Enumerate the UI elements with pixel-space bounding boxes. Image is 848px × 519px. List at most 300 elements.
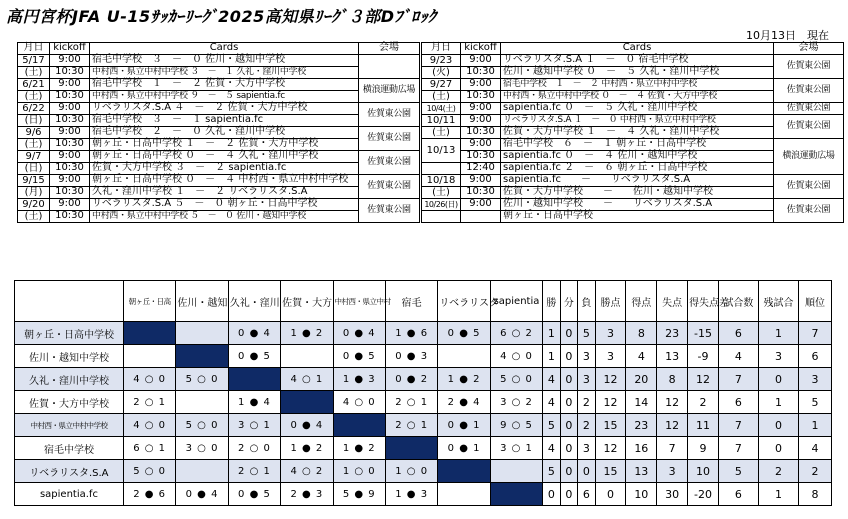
stat-rank: 1 — [799, 414, 832, 437]
self-match-cell — [385, 437, 437, 460]
match-result — [176, 322, 228, 345]
stat-pts: 15 — [595, 414, 626, 437]
header-cards: Cards — [501, 43, 774, 55]
team-name: 朝ヶ丘・日高中学校 — [15, 322, 124, 345]
match-result: 2 ● 3 — [281, 483, 333, 506]
stat-d: 0 — [560, 437, 577, 460]
stat-gp: 6 — [718, 483, 758, 506]
stat-ga: 12 — [657, 391, 688, 414]
stat-gf: 8 — [626, 322, 657, 345]
standings-row — [15, 345, 832, 368]
stat-pts: 3 — [595, 322, 626, 345]
standings-row — [15, 483, 832, 506]
stat-gf: 10 — [626, 483, 657, 506]
match-result — [438, 483, 490, 506]
stat-w: 5 — [543, 460, 560, 483]
stat-rank: 3 — [799, 368, 832, 391]
column-header: 朝ヶ丘・日高 — [123, 281, 175, 322]
match-result: 1 ● 2 — [333, 437, 385, 460]
self-match-cell — [490, 483, 542, 506]
match-card: sapientia.fc ２ － ６ 朝ヶ丘・日高中学校 — [501, 162, 774, 174]
header-cards: Cards — [90, 43, 359, 55]
kickoff-time: 10:30 — [50, 186, 90, 198]
stat-gp: 6 — [718, 391, 758, 414]
match-result: 1 ● 6 — [385, 322, 437, 345]
match-date: 10/11 — [421, 114, 461, 126]
venue: 佐賀東公園 — [774, 174, 844, 198]
stat-gf: 13 — [626, 460, 657, 483]
standings-row — [15, 368, 832, 391]
venue: 佐賀東公園 — [359, 198, 421, 222]
match-result: 1 ○ 0 — [333, 460, 385, 483]
column-header: 失点 — [657, 281, 688, 322]
column-header: 勝点 — [595, 281, 626, 322]
schedule-row — [18, 90, 844, 102]
stat-w: 1 — [543, 345, 560, 368]
match-date: 9/20 — [18, 198, 50, 210]
schedule-row — [18, 174, 844, 186]
match-date: (土) — [421, 126, 461, 138]
match-date: 10/18 — [421, 174, 461, 186]
schedule-row — [18, 102, 844, 114]
match-result: 1 ● 2 — [281, 322, 333, 345]
stat-ga: 3 — [657, 460, 688, 483]
match-result: 4 ○ 1 — [281, 368, 333, 391]
column-header: 久礼・窪川 — [228, 281, 280, 322]
stat-rank: 2 — [799, 460, 832, 483]
standings-row — [15, 460, 832, 483]
schedule-row — [18, 78, 844, 90]
stat-pts: 15 — [595, 460, 626, 483]
stat-ga: 23 — [657, 322, 688, 345]
stat-ga: 13 — [657, 345, 688, 368]
match-card: 中村西・県立中村中学校 ０ － ４ 佐賀・大方中学校 — [501, 90, 774, 102]
stat-d: 0 — [560, 368, 577, 391]
stat-rank: 6 — [799, 345, 832, 368]
match-result: 6 ○ 1 — [123, 437, 175, 460]
stat-pts: 12 — [595, 368, 626, 391]
match-date: 9/27 — [421, 78, 461, 90]
schedule-row — [18, 114, 844, 126]
match-result: 3 ○ 2 — [490, 391, 542, 414]
stat-gd: 9 — [688, 437, 719, 460]
kickoff-time: 9:00 — [461, 198, 501, 210]
stat-gd: 2 — [688, 391, 719, 414]
stat-w: 0 — [543, 483, 560, 506]
stat-w: 1 — [543, 322, 560, 345]
column-header: 残試合 — [758, 281, 798, 322]
match-card: 朝ヶ丘・日高中学校 ０ － ４ 中村西・県立中村中学校 — [90, 174, 359, 186]
match-card: 佐川・越知中学校 － リベラリスタ.S.A — [501, 198, 774, 210]
kickoff-time: 9:00 — [461, 138, 501, 150]
column-header: 得点 — [626, 281, 657, 322]
match-date: 9/15 — [18, 174, 50, 186]
team-name: sapientia.fc — [15, 483, 124, 506]
match-date: 10/4(土) — [421, 102, 461, 114]
standings-table — [14, 280, 832, 506]
match-card: sapientia.fc － リベラリスタ.S.A — [501, 174, 774, 186]
kickoff-time: 9:00 — [461, 114, 501, 126]
standings-row — [15, 414, 832, 437]
kickoff-time: 9:00 — [461, 102, 501, 114]
stat-ga: 8 — [657, 368, 688, 391]
stat-rem: 0 — [758, 414, 798, 437]
schedule-header-row — [18, 43, 844, 55]
stat-rank: 5 — [799, 391, 832, 414]
header-date: 月日 — [18, 43, 50, 55]
kickoff-time: 9:00 — [50, 198, 90, 210]
match-date: (日) — [18, 114, 50, 126]
stat-d: 0 — [560, 345, 577, 368]
match-result — [281, 345, 333, 368]
match-card: 宿毛中学校 １ － ２ 中村西・県立中村中学校 — [501, 78, 774, 90]
match-result — [176, 460, 228, 483]
venue: 佐賀東公園 — [774, 102, 844, 114]
column-header: 勝 — [543, 281, 560, 322]
match-result: 0 ● 4 — [228, 322, 280, 345]
match-result: 5 ○ 0 — [490, 368, 542, 391]
match-result: 1 ● 2 — [281, 437, 333, 460]
match-card: 佐賀・大方中学校 ３ － ２ sapientia.fc — [90, 162, 359, 174]
stat-rem: 3 — [758, 345, 798, 368]
match-card: 宿毛中学校 １ － ２ 佐賀・大方中学校 — [90, 78, 359, 90]
match-date: (火) — [421, 66, 461, 78]
column-header: 得失点差 — [688, 281, 719, 322]
stat-gd: -15 — [688, 322, 719, 345]
stat-gf: 4 — [626, 345, 657, 368]
venue: 佐賀東公園 — [774, 114, 844, 138]
match-card: リベラリスタ.S.A ４ － ２ 佐賀・大方中学校 — [90, 102, 359, 114]
stat-pts: 12 — [595, 391, 626, 414]
schedule-row — [18, 66, 844, 78]
stat-gd: 11 — [688, 414, 719, 437]
match-result: 2 ● 4 — [438, 391, 490, 414]
column-header: 宿毛 — [385, 281, 437, 322]
match-card: リベラリスタ.S.A １ － ０ 中村西・県立中村中学校 — [501, 114, 774, 126]
column-header: リベラリスタ — [438, 281, 490, 322]
team-name: 中村西・県立中村中学校 — [15, 414, 124, 437]
match-date: (日) — [18, 162, 50, 174]
match-result: 0 ● 5 — [438, 322, 490, 345]
page-title: 高円宮杯JFA U-15ｻｯｶｰﾘｰｸﾞ2025高知県ﾘｰｸﾞ３部Dﾌﾞﾛｯｸ — [6, 7, 437, 26]
match-result: 1 ● 4 — [228, 391, 280, 414]
stat-l: 2 — [578, 391, 595, 414]
stat-gf: 20 — [626, 368, 657, 391]
match-card: sapientia.fc ０ － ４ 佐川・越知中学校 — [501, 150, 774, 162]
match-result: 5 ○ 0 — [123, 460, 175, 483]
match-result — [490, 460, 542, 483]
match-card: 朝ヶ丘・日高中学校 — [501, 210, 774, 222]
stat-rank: 7 — [799, 322, 832, 345]
match-result: 2 ○ 0 — [228, 437, 280, 460]
match-result: 0 ● 2 — [385, 368, 437, 391]
kickoff-time: 10:30 — [50, 90, 90, 102]
stat-gp: 7 — [718, 368, 758, 391]
match-result: 4 ○ 0 — [123, 414, 175, 437]
match-result: 2 ○ 1 — [123, 391, 175, 414]
stat-gp: 6 — [718, 322, 758, 345]
self-match-cell — [123, 322, 175, 345]
match-result: 6 ○ 2 — [490, 322, 542, 345]
match-result: 1 ● 2 — [438, 368, 490, 391]
match-result: 2 ● 6 — [123, 483, 175, 506]
match-date: 10/13 — [421, 138, 461, 162]
kickoff-time: 9:00 — [50, 174, 90, 186]
kickoff-time: 10:30 — [461, 126, 501, 138]
standings-header-row — [15, 281, 832, 322]
match-result: 0 ● 5 — [228, 483, 280, 506]
venue — [359, 54, 421, 78]
column-header: sapientia — [490, 281, 542, 322]
match-card: 朝ヶ丘・日高中学校 １ － ２ 佐賀・大方中学校 — [90, 138, 359, 150]
kickoff-time: 10:30 — [461, 186, 501, 198]
match-card: 中村西・県立中村中学校 ９ － ５ sapientia.fc — [90, 90, 359, 102]
header-venue: 会場 — [774, 43, 844, 55]
venue: 佐賀東公園 — [774, 198, 844, 222]
kickoff-time — [461, 210, 501, 222]
stat-rem: 0 — [758, 368, 798, 391]
header-date: 月日 — [421, 43, 461, 55]
schedule-row — [18, 54, 844, 66]
match-card: 宿毛中学校 ３ － １ sapientia.fc — [90, 114, 359, 126]
kickoff-time: 10:30 — [461, 66, 501, 78]
stat-l: 3 — [578, 437, 595, 460]
match-result: 3 ○ 1 — [490, 437, 542, 460]
match-date: (土) — [421, 90, 461, 102]
stat-rem: 1 — [758, 391, 798, 414]
match-result — [123, 345, 175, 368]
as-of-date: 10月13日 現在 — [746, 29, 829, 42]
kickoff-time: 10:30 — [50, 138, 90, 150]
match-result: 5 ○ 0 — [176, 368, 228, 391]
match-card: 久礼・窪川中学校 １ － ２ リベラリスタ.S.A — [90, 186, 359, 198]
column-header: 佐川・越知 — [176, 281, 228, 322]
match-date: 6/22 — [18, 102, 50, 114]
match-date: 5/17 — [18, 54, 50, 66]
self-match-cell — [438, 460, 490, 483]
match-result: 0 ● 5 — [333, 345, 385, 368]
stat-rem: 1 — [758, 322, 798, 345]
schedule-row — [18, 126, 844, 138]
stat-gd: -9 — [688, 345, 719, 368]
stat-gd: -20 — [688, 483, 719, 506]
stat-gf: 23 — [626, 414, 657, 437]
match-result: 0 ● 1 — [438, 437, 490, 460]
match-result: 9 ○ 5 — [490, 414, 542, 437]
stat-ga: 12 — [657, 414, 688, 437]
team-name: 佐賀・大方中学校 — [15, 391, 124, 414]
match-result: 1 ● 3 — [333, 368, 385, 391]
header-kickoff: kickoff — [50, 43, 90, 55]
kickoff-time: 9:00 — [50, 78, 90, 90]
stat-d: 0 — [560, 483, 577, 506]
match-result: 2 ○ 1 — [385, 414, 437, 437]
match-result: 4 ○ 0 — [333, 391, 385, 414]
team-name: リベラリスタ.S.A — [15, 460, 124, 483]
schedule-row — [18, 210, 844, 222]
stat-l: 6 — [578, 483, 595, 506]
match-result: 3 ○ 0 — [176, 437, 228, 460]
kickoff-time: 12:40 — [461, 162, 501, 174]
kickoff-time: 9:00 — [50, 102, 90, 114]
stat-pts: 3 — [595, 345, 626, 368]
kickoff-time: 10:30 — [461, 90, 501, 102]
schedule-row — [18, 186, 844, 198]
match-date: (月) — [18, 186, 50, 198]
stat-l: 2 — [578, 414, 595, 437]
stat-gp: 4 — [718, 345, 758, 368]
match-result — [176, 391, 228, 414]
match-date: (土) — [18, 210, 50, 222]
stat-gd: 12 — [688, 368, 719, 391]
match-date: 9/7 — [18, 150, 50, 162]
kickoff-time: 9:00 — [461, 78, 501, 90]
kickoff-time: 9:00 — [461, 54, 501, 66]
match-card: 宿毛中学校 ３ － ０ 佐川・越知中学校 — [90, 54, 359, 66]
stat-pts: 0 — [595, 483, 626, 506]
stat-d: 0 — [560, 460, 577, 483]
kickoff-time: 9:00 — [50, 54, 90, 66]
match-date: 10/26(日) — [421, 198, 461, 210]
stat-l: 0 — [578, 460, 595, 483]
stat-w: 4 — [543, 391, 560, 414]
match-card: 佐賀・大方中学校 １ － ４ 久礼・窪川中学校 — [501, 126, 774, 138]
stat-ga: 7 — [657, 437, 688, 460]
venue: 佐賀東公園 — [774, 78, 844, 102]
match-result — [438, 345, 490, 368]
match-card: 佐川・越知中学校 ０ － ５ 久礼・窪川中学校 — [501, 66, 774, 78]
stat-gf: 16 — [626, 437, 657, 460]
kickoff-time: 10:30 — [50, 162, 90, 174]
match-result: 0 ● 5 — [228, 345, 280, 368]
column-header: 中村西・県立中村 — [333, 281, 385, 322]
venue: 佐賀東公園 — [359, 174, 421, 198]
stat-d: 0 — [560, 414, 577, 437]
match-date — [421, 210, 461, 222]
match-card: 中村西・県立中村中学校 ３ － １ 久礼・窪川中学校 — [90, 66, 359, 78]
stat-l: 3 — [578, 345, 595, 368]
match-card: リベラリスタ.S.A １ － ０ 宿毛中学校 — [501, 54, 774, 66]
match-result: 4 ○ 0 — [123, 368, 175, 391]
match-result: 0 ● 3 — [385, 345, 437, 368]
kickoff-time: 10:30 — [50, 210, 90, 222]
corner-cell — [15, 281, 124, 322]
venue: 佐賀東公園 — [359, 102, 421, 126]
match-result: 4 ○ 2 — [281, 460, 333, 483]
stat-gp: 7 — [718, 437, 758, 460]
self-match-cell — [281, 391, 333, 414]
match-result: 5 ● 9 — [333, 483, 385, 506]
stat-rem: 0 — [758, 437, 798, 460]
match-card: 佐賀・大方中学校 － 佐川・越知中学校 — [501, 186, 774, 198]
stat-rem: 1 — [758, 483, 798, 506]
column-header: 分 — [560, 281, 577, 322]
match-date: (土) — [421, 186, 461, 198]
team-name: 宿毛中学校 — [15, 437, 124, 460]
kickoff-time: 10:30 — [50, 114, 90, 126]
match-result: 3 ○ 1 — [228, 414, 280, 437]
column-header: 負 — [578, 281, 595, 322]
stat-gp: 7 — [718, 414, 758, 437]
standings-row — [15, 322, 832, 345]
match-result: 0 ● 4 — [333, 322, 385, 345]
match-date — [421, 162, 461, 174]
venue: 横浪運動広場 — [359, 78, 421, 102]
schedule-table — [17, 42, 844, 223]
stat-gf: 14 — [626, 391, 657, 414]
stat-rem: 2 — [758, 460, 798, 483]
kickoff-time: 10:30 — [461, 150, 501, 162]
team-name: 佐川・越知中学校 — [15, 345, 124, 368]
match-date: (土) — [18, 66, 50, 78]
kickoff-time: 9:00 — [50, 150, 90, 162]
match-card: sapientia.fc ０ － ５ 久礼・窪川中学校 — [501, 102, 774, 114]
match-date: 9/6 — [18, 126, 50, 138]
stat-l: 3 — [578, 368, 595, 391]
match-result: 0 ● 4 — [176, 483, 228, 506]
standings-row — [15, 437, 832, 460]
match-result: 2 ○ 1 — [228, 460, 280, 483]
header-venue: 会場 — [359, 43, 421, 55]
stat-d: 0 — [560, 391, 577, 414]
self-match-cell — [176, 345, 228, 368]
stat-ga: 30 — [657, 483, 688, 506]
schedule-row — [18, 162, 844, 174]
stat-d: 0 — [560, 322, 577, 345]
column-header: 佐賀・大方 — [281, 281, 333, 322]
self-match-cell — [333, 414, 385, 437]
match-result: 2 ○ 1 — [385, 391, 437, 414]
schedule-row — [18, 138, 844, 150]
column-header: 試合数 — [718, 281, 758, 322]
match-card: 宿毛中学校 ６ － １ 朝ヶ丘・日高中学校 — [501, 138, 774, 150]
match-date: (土) — [18, 90, 50, 102]
match-result: 4 ○ 0 — [490, 345, 542, 368]
match-result: 0 ● 4 — [281, 414, 333, 437]
team-name: 久礼・窪川中学校 — [15, 368, 124, 391]
match-date: (土) — [18, 138, 50, 150]
stat-rank: 4 — [799, 437, 832, 460]
match-card: 宿毛中学校 ２ － ０ 久礼・窪川中学校 — [90, 126, 359, 138]
self-match-cell — [228, 368, 280, 391]
venue: 佐賀東公園 — [359, 150, 421, 174]
stat-w: 4 — [543, 437, 560, 460]
match-date: 6/21 — [18, 78, 50, 90]
match-result: 0 ● 1 — [438, 414, 490, 437]
stat-rank: 8 — [799, 483, 832, 506]
stat-l: 5 — [578, 322, 595, 345]
venue: 佐賀東公園 — [774, 54, 844, 78]
match-result: 1 ○ 0 — [385, 460, 437, 483]
stat-gp: 5 — [718, 460, 758, 483]
standings-row — [15, 391, 832, 414]
stat-pts: 12 — [595, 437, 626, 460]
venue: 佐賀東公園 — [359, 126, 421, 150]
stat-w: 5 — [543, 414, 560, 437]
match-card: 中村西・県立中村中学校 ５ － ０ 佐川・越知中学校 — [90, 210, 359, 222]
stat-w: 4 — [543, 368, 560, 391]
match-result: 1 ● 3 — [385, 483, 437, 506]
stat-gd: 10 — [688, 460, 719, 483]
header-kickoff: kickoff — [461, 43, 501, 55]
schedule-row — [18, 198, 844, 210]
match-result: 5 ○ 0 — [176, 414, 228, 437]
match-date: 9/23 — [421, 54, 461, 66]
venue: 横浪運動広場 — [774, 138, 844, 174]
kickoff-time: 9:00 — [461, 174, 501, 186]
column-header: 順位 — [799, 281, 832, 322]
match-card: 朝ヶ丘・日高中学校 ０ － ４ 久礼・窪川中学校 — [90, 150, 359, 162]
